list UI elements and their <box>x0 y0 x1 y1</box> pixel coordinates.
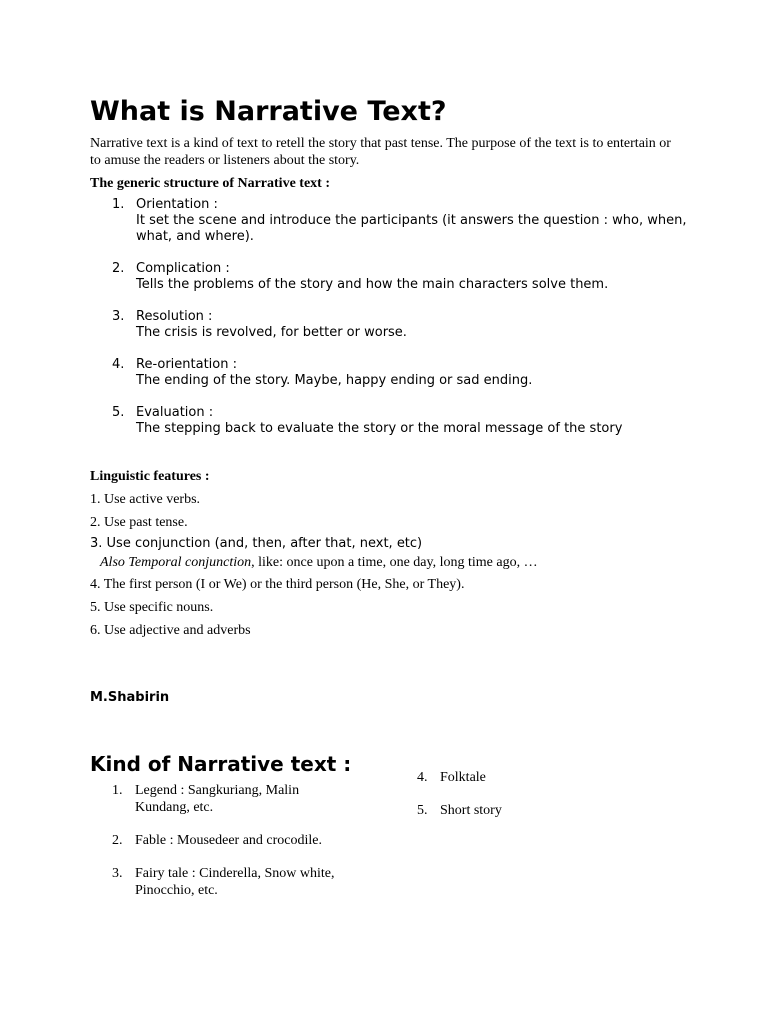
author-name: M.Shabirin <box>90 690 170 705</box>
kind-item-text: Fable : Mousedeer and crocodile. <box>135 833 322 848</box>
kind-item-text: Folktale <box>440 770 486 785</box>
kind-item-number: 3. <box>112 866 123 881</box>
kind-item-legend <box>112 782 347 816</box>
structure-item-term: Resolution : <box>136 309 213 324</box>
kind-item-short-story <box>417 802 617 819</box>
structure-item-number: 5. <box>112 405 125 420</box>
kind-item-folktale <box>417 769 617 786</box>
kind-item-text: Short story <box>440 803 502 818</box>
structure-item-desc: The crisis is revolved, for better or worse. <box>136 325 407 340</box>
kind-heading: Kind of Narrative text : <box>90 752 352 776</box>
structure-item-evaluation <box>112 405 692 437</box>
structure-item-number: 1. <box>112 197 125 212</box>
structure-item-desc: It set the scene and introduce the participants (it answers the question : who, when, what, and where). <box>136 213 687 244</box>
structure-item-desc: Tells the problems of the story and how the main characters solve them. <box>136 277 609 292</box>
structure-item-orientation <box>112 197 692 245</box>
feature-item: 1. Use active verbs. <box>90 492 201 507</box>
structure-item-number: 2. <box>112 261 125 276</box>
kind-item-number: 2. <box>112 833 123 848</box>
feature-sub-italic: Also Temporal conjunction <box>100 555 252 570</box>
kind-item-fable <box>112 832 372 849</box>
feature-item: 4. The first person (I or We) or the third person (He, She, or They). <box>90 577 465 592</box>
linguistic-heading: Linguistic features : <box>90 469 210 484</box>
structure-heading: The generic structure of Narrative text : <box>90 176 330 191</box>
structure-item-number: 3. <box>112 309 125 324</box>
kind-item-number: 5. <box>417 803 428 818</box>
kind-item-number: 4. <box>417 770 428 785</box>
kind-item-fairy-tale <box>112 865 362 899</box>
structure-item-complication <box>112 261 692 293</box>
structure-item-term: Re-orientation : <box>136 357 238 372</box>
structure-item-number: 4. <box>112 357 125 372</box>
kind-item-text: Legend : Sangkuriang, Malin Kundang, etc. <box>135 783 300 815</box>
feature-item: 2. Use past tense. <box>90 515 188 530</box>
structure-item-reorientation <box>112 357 692 389</box>
feature-item: 5. Use specific nouns. <box>90 600 214 615</box>
intro-paragraph: Narrative text is a kind of text to retell the story that past tense. The purpose of the text is to entertain or to amuse the readers or listeners about the story. <box>90 136 671 168</box>
kind-item-number: 1. <box>112 783 123 798</box>
feature-sub-note <box>100 554 538 571</box>
structure-item-desc: The stepping back to evaluate the story or the moral message of the story <box>136 421 623 436</box>
structure-item-term: Orientation : <box>136 197 218 212</box>
kind-item-text: Fairy tale : Cinderella, Snow white, Pinocchio, etc. <box>135 866 335 898</box>
structure-item-desc: The ending of the story. Maybe, happy ending or sad ending. <box>136 373 533 388</box>
structure-item-term: Complication : <box>136 261 230 276</box>
structure-item-term: Evaluation : <box>136 405 214 420</box>
feature-item: 3. Use conjunction (and, then, after that, next, etc) <box>90 536 423 551</box>
structure-item-resolution <box>112 309 692 341</box>
feature-sub-rest: , like: once upon a time, one day, long time ago, … <box>251 555 538 570</box>
feature-item: 6. Use adjective and adverbs <box>90 623 251 638</box>
page-title: What is Narrative Text? <box>90 96 447 127</box>
